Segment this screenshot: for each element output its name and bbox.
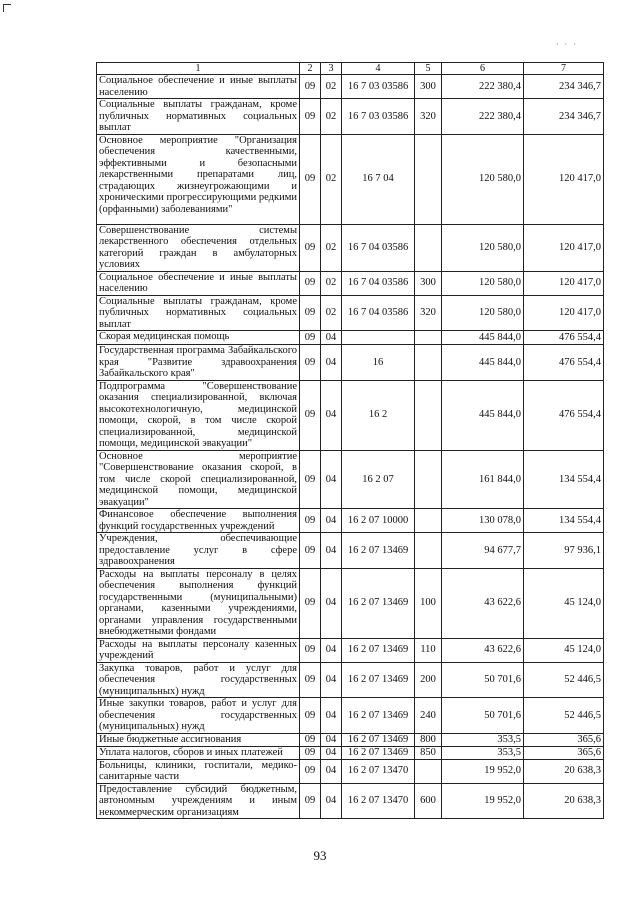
subsection-code: 04 (321, 509, 342, 533)
expense-type-code: 320 (415, 295, 442, 331)
budget-table (96, 62, 604, 819)
section-code: 09 (300, 759, 321, 783)
row-name: Социальное обеспечение и иные выплаты населению (97, 75, 300, 99)
amount-year-2: 134 554,4 (524, 509, 604, 533)
expense-type-code: 850 (415, 746, 442, 759)
expense-type-code: 300 (415, 271, 442, 295)
amount-year-2: 134 554,4 (524, 450, 604, 509)
subsection-code: 04 (321, 450, 342, 509)
expense-type-code (415, 533, 442, 569)
amount-year-1: 445 844,0 (442, 331, 524, 345)
amount-year-1: 353,5 (442, 733, 524, 746)
row-name: Предоставление субсидий бюджетным, автономным учреждениям и иным некоммерческим организациям (97, 783, 300, 819)
column-number: 4 (342, 63, 415, 75)
column-number: 6 (442, 63, 524, 75)
target-article-code: 16 2 07 (342, 450, 415, 509)
section-code: 09 (300, 509, 321, 533)
table-row (97, 662, 604, 698)
scan-specks: · · · (556, 40, 578, 49)
target-article-code: 16 2 07 13469 (342, 746, 415, 759)
amount-year-1: 222 380,4 (442, 99, 524, 135)
table-row (97, 533, 604, 569)
subsection-code: 02 (321, 295, 342, 331)
subsection-code: 02 (321, 224, 342, 271)
amount-year-1: 353,5 (442, 746, 524, 759)
target-article-code (342, 331, 415, 345)
table-row (97, 134, 604, 224)
row-name: Иные бюджетные ассигнования (97, 733, 300, 746)
target-article-code: 16 7 03 03586 (342, 75, 415, 99)
table-row (97, 331, 604, 345)
subsection-code: 04 (321, 746, 342, 759)
amount-year-1: 19 952,0 (442, 759, 524, 783)
target-article-code: 16 2 07 13469 (342, 638, 415, 662)
table-row (97, 746, 604, 759)
amount-year-2: 120 417,0 (524, 271, 604, 295)
amount-year-1: 120 580,0 (442, 271, 524, 295)
target-article-code: 16 7 03 03586 (342, 99, 415, 135)
amount-year-2: 120 417,0 (524, 134, 604, 224)
target-article-code: 16 2 07 13470 (342, 783, 415, 819)
column-number: 3 (321, 63, 342, 75)
row-name: Больницы, клиники, госпитали, медико-санитарные части (97, 759, 300, 783)
row-name: Социальное обеспечение и иные выплаты населению (97, 271, 300, 295)
amount-year-1: 43 622,6 (442, 568, 524, 638)
column-number-row (97, 63, 604, 75)
table-row (97, 99, 604, 135)
expense-type-code: 110 (415, 638, 442, 662)
target-article-code: 16 7 04 03586 (342, 224, 415, 271)
expense-type-code (415, 450, 442, 509)
amount-year-1: 161 844,0 (442, 450, 524, 509)
target-article-code: 16 2 07 10000 (342, 509, 415, 533)
amount-year-1: 222 380,4 (442, 75, 524, 99)
amount-year-1: 130 078,0 (442, 509, 524, 533)
column-number: 5 (415, 63, 442, 75)
section-code: 09 (300, 295, 321, 331)
target-article-code: 16 2 07 13469 (342, 698, 415, 734)
page-number: 93 (313, 848, 327, 863)
section-code: 09 (300, 568, 321, 638)
row-name: Иные закупки товаров, работ и услуг для обеспечения государственных (муниципальных) нужд (97, 698, 300, 734)
row-name: Социальные выплаты гражданам, кроме публичных нормативных социальных выплат (97, 295, 300, 331)
subsection-code: 02 (321, 99, 342, 135)
subsection-code: 04 (321, 331, 342, 345)
row-name: Скорая медицинская помощь (97, 331, 300, 345)
subsection-code: 04 (321, 568, 342, 638)
row-name: Подпрограмма "Совершенствование оказания специализированной, включая высокотехнологичную, медицинской помощи, скорой, в том числе скорой специализированной, медицинской помощи, медицинской эвакуации" (97, 380, 300, 450)
expense-type-code: 600 (415, 783, 442, 819)
amount-year-2: 365,6 (524, 746, 604, 759)
subsection-code: 04 (321, 759, 342, 783)
table-row (97, 568, 604, 638)
row-name: Учреждения, обеспечивающие предоставление услуг в сфере здравоохранения (97, 533, 300, 569)
subsection-code: 04 (321, 638, 342, 662)
target-article-code: 16 (342, 345, 415, 381)
target-article-code: 16 2 07 13469 (342, 662, 415, 698)
amount-year-2: 476 554,4 (524, 345, 604, 381)
table-row (97, 295, 604, 331)
section-code: 09 (300, 380, 321, 450)
amount-year-2: 476 554,4 (524, 331, 604, 345)
target-article-code: 16 7 04 03586 (342, 271, 415, 295)
amount-year-2: 234 346,7 (524, 99, 604, 135)
amount-year-2: 120 417,0 (524, 295, 604, 331)
amount-year-1: 19 952,0 (442, 783, 524, 819)
amount-year-2: 52 446,5 (524, 662, 604, 698)
expense-type-code (415, 224, 442, 271)
column-number: 1 (97, 63, 300, 75)
section-code: 09 (300, 134, 321, 224)
table-row (97, 380, 604, 450)
subsection-code: 04 (321, 533, 342, 569)
amount-year-1: 94 677,7 (442, 533, 524, 569)
row-name: Уплата налогов, сборов и иных платежей (97, 746, 300, 759)
amount-year-1: 120 580,0 (442, 295, 524, 331)
row-name: Расходы на выплаты персоналу в целях обеспечения выполнения функций государственными (муниципальными) органами, казенными учреждениями, органами управления государственными внебюджетными фондами (97, 568, 300, 638)
subsection-code: 04 (321, 698, 342, 734)
section-code: 09 (300, 698, 321, 734)
section-code: 09 (300, 733, 321, 746)
target-article-code: 16 2 07 13469 (342, 533, 415, 569)
subsection-code: 04 (321, 380, 342, 450)
table-row (97, 783, 604, 819)
row-name: Закупка товаров, работ и услуг для обеспечения государственных (муниципальных) нужд (97, 662, 300, 698)
amount-year-2: 476 554,4 (524, 380, 604, 450)
subsection-code: 04 (321, 783, 342, 819)
section-code: 09 (300, 271, 321, 295)
section-code: 09 (300, 345, 321, 381)
section-code: 09 (300, 746, 321, 759)
row-name: Совершенствование системы лекарственного обеспечения отдельных категорий граждан в амбулаторных условиях (97, 224, 300, 271)
amount-year-2: 365,6 (524, 733, 604, 746)
subsection-code: 04 (321, 345, 342, 381)
page-corner-mark (3, 4, 11, 12)
amount-year-2: 52 446,5 (524, 698, 604, 734)
amount-year-1: 50 701,6 (442, 698, 524, 734)
section-code: 09 (300, 99, 321, 135)
subsection-code: 02 (321, 134, 342, 224)
table-row (97, 509, 604, 533)
expense-type-code: 240 (415, 698, 442, 734)
expense-type-code (415, 331, 442, 345)
expense-type-code: 200 (415, 662, 442, 698)
subsection-code: 04 (321, 733, 342, 746)
section-code: 09 (300, 75, 321, 99)
section-code: 09 (300, 533, 321, 569)
expense-type-code: 100 (415, 568, 442, 638)
target-article-code: 16 2 07 13470 (342, 759, 415, 783)
amount-year-2: 97 936,1 (524, 533, 604, 569)
target-article-code: 16 2 (342, 380, 415, 450)
row-name: Основное мероприятие "Совершенствование оказания скорой, в том числе скорой специализированной, медицинской помощи, медицинской эвакуации" (97, 450, 300, 509)
amount-year-1: 50 701,6 (442, 662, 524, 698)
column-number: 2 (300, 63, 321, 75)
subsection-code: 02 (321, 271, 342, 295)
amount-year-1: 120 580,0 (442, 134, 524, 224)
amount-year-1: 43 622,6 (442, 638, 524, 662)
table-row (97, 759, 604, 783)
target-article-code: 16 2 07 13469 (342, 568, 415, 638)
row-name: Основное мероприятие "Организация обеспечения качественными, эффективными и безопасными лекарственными препаратами лиц, страдающих жизнеугрожающими и хроническими прогрессирующими редкими (орфанными) заболеваниями" (97, 134, 300, 224)
expense-type-code: 300 (415, 75, 442, 99)
amount-year-2: 20 638,3 (524, 783, 604, 819)
target-article-code: 16 7 04 (342, 134, 415, 224)
section-code: 09 (300, 331, 321, 345)
target-article-code: 16 2 07 13469 (342, 733, 415, 746)
subsection-code: 04 (321, 662, 342, 698)
amount-year-1: 445 844,0 (442, 345, 524, 381)
target-article-code: 16 7 04 03586 (342, 295, 415, 331)
table-row (97, 271, 604, 295)
table-row (97, 345, 604, 381)
amount-year-2: 45 124,0 (524, 568, 604, 638)
table-row (97, 450, 604, 509)
amount-year-2: 120 417,0 (524, 224, 604, 271)
row-name: Социальные выплаты гражданам, кроме публичных нормативных социальных выплат (97, 99, 300, 135)
row-name: Финансовое обеспечение выполнения функций государственных учреждений (97, 509, 300, 533)
amount-year-1: 445 844,0 (442, 380, 524, 450)
row-name: Расходы на выплаты персоналу казенных учреждений (97, 638, 300, 662)
table-row (97, 638, 604, 662)
expense-type-code (415, 345, 442, 381)
budget-table-body (97, 63, 604, 819)
section-code: 09 (300, 450, 321, 509)
amount-year-2: 20 638,3 (524, 759, 604, 783)
amount-year-2: 45 124,0 (524, 638, 604, 662)
amount-year-1: 120 580,0 (442, 224, 524, 271)
expense-type-code (415, 509, 442, 533)
section-code: 09 (300, 224, 321, 271)
subsection-code: 02 (321, 75, 342, 99)
table-row (97, 698, 604, 734)
table-row (97, 733, 604, 746)
expense-type-code (415, 134, 442, 224)
table-row (97, 75, 604, 99)
expense-type-code (415, 380, 442, 450)
expense-type-code: 320 (415, 99, 442, 135)
row-name: Государственная программа Забайкальского края "Развитие здравоохранения Забайкальского края" (97, 345, 300, 381)
section-code: 09 (300, 783, 321, 819)
amount-year-2: 234 346,7 (524, 75, 604, 99)
expense-type-code: 800 (415, 733, 442, 746)
section-code: 09 (300, 662, 321, 698)
section-code: 09 (300, 638, 321, 662)
expense-type-code (415, 759, 442, 783)
table-row (97, 224, 604, 271)
column-number: 7 (524, 63, 604, 75)
